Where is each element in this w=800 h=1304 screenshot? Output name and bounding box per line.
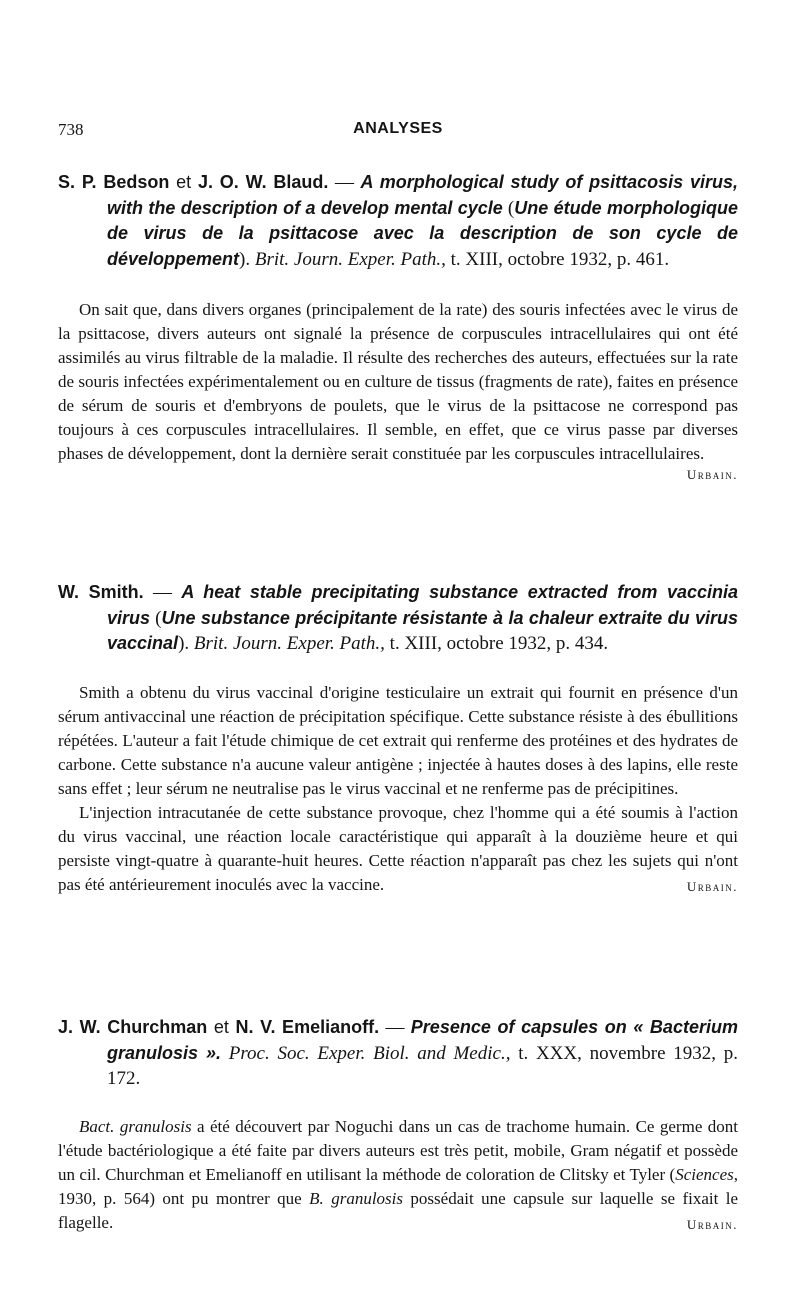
abstract-paragraph: Smith a obtenu du virus vaccinal d'origine testiculaire un extrait qui fournit en présence d'un sérum antivaccinal une réaction de précipitation spécifique. Cette substance résiste à des ébullitions répétées. L'auteur a fait l'étude chimique de cet extrait qui renferme des protéines et des hydrates de carbone. Cette substance n'a aucune valeur antigène ; injectée à hautes doses à des lapins, elle reste sans effet ; leur sérum ne neutralise pas le virus vaccinal et ne renferme pas de précipitines. — [58, 682, 738, 798]
page-header — [58, 120, 738, 144]
abstract-paragraph: L'injection intracutanée de cette substance provoque, chez l'homme qui a été soumis à l'action du virus vaccinal, une réaction locale caractéristique qui apparaît à la douzième heure et qui persiste vingt-quatre à quarante-huit heures. Cette réaction n'apparaît pas chez les sujets qui n'ont pas été antérieurement inoculés avec la vaccine. Urbain. — [58, 801, 738, 897]
citation: W. Smith. — A heat stable precipitating substance extracted from vaccinia virus (Une substance précipitante résistante à la chaleur extraite du virus vaccinal). Brit. Journ. Exper. Path., t. XIII, octobre 1932, p. 434. — [58, 582, 739, 654]
abstract-paragraph: Bact. granulosis a été découvert par Noguchi dans un cas de trachome humain. Ce germe dont l'étude bactériologique a été faite par divers auteurs est très petit, mobile, Gram négatif et possède un cil. Churchman et Emelianoff en utilisant la méthode de coloration de Clitsky et Tyler (Sciences, 1930, p. 564) ont pu montrer que B. granulosis possédait une capsule sur laquelle se fixait le flagelle. Urbain. — [58, 1115, 738, 1235]
reviewer-signature: Urbain. — [686, 1216, 738, 1232]
review-entry-bedson — [58, 170, 738, 483]
abstract-paragraph: On sait que, dans divers organes (principalement de la rate) des souris infectées avec le virus de la psittacose, divers auteurs ont signalé la présence de corpuscules intracellulaires qui ont été assimilés au virus filtrable de la maladie. Il résulte des recherches des auteurs, effectuées sur la rate de souris infectées expérimentalement ou en culture de tissus (fragments de rate), faites en présence de sérum de souris et d'embryons de poulets, que le virus de la psittacose ne correspond pas toujours à ces corpuscules intracellulaires. Il semble, en effet, que ce virus passe par diverses phases de développement, dont la dernière serait constituée par les corpuscules intracellulaires. — [58, 300, 738, 463]
english-title: Presence of capsules on « Bacterium granulosis ». — [107, 1017, 738, 1063]
reviewer-signature: Urbain. — [686, 878, 738, 894]
english-title: A heat stable precipitating substance extracted from vaccinia virus — [107, 582, 739, 628]
journal: Brit. Journ. Exper. Path., — [193, 633, 385, 654]
review-entry-churchman — [58, 1015, 738, 1237]
french-title: Une étude morphologique de virus de la psittacose avec la description de son cycle de développement — [107, 197, 739, 269]
review-entry-smith — [58, 580, 738, 899]
citation-details: t. XXX, novembre 1932, p. 172. — [107, 1042, 739, 1089]
authors: J. W. Churchman et N. V. Emelianoff. — [58, 1017, 380, 1037]
running-title: ANALYSES — [353, 120, 443, 137]
french-title: Une substance précipitante résistante à la chaleur extraite du virus vaccinal — [107, 607, 739, 653]
citation: J. W. Churchman et N. V. Emelianoff. — Presence of capsules on « Bacterium granulosis ». Proc. Soc. Exper. Biol. and Medic., t. XXX, novembre 1932, p. 172. — [58, 1017, 739, 1089]
page-number: 738 — [58, 120, 84, 139]
reviewer-signature: Urbain. — [686, 467, 738, 482]
citation: S. P. Bedson et J. O. W. Blaud. — A morphological study of psittacosis virus, with the description of a develop mental cycle (Une étude morphologique de virus de la psittacose avec la description de son cycle de développement). Brit. Journ. Exper. Path., t. XIII, octobre 1932, p. 461. — [58, 172, 739, 270]
journal: Proc. Soc. Exper. Biol. and Medic., — [228, 1042, 511, 1064]
journal: Brit. Journ. Exper. Path., — [254, 248, 446, 270]
authors: S. P. Bedson et J. O. W. Blaud. — [58, 172, 329, 192]
english-title: A morphological study of psittacosis virus, with the description of a develop mental cycle — [107, 172, 738, 218]
citation-details: t. XIII, octobre 1932, p. 461. — [450, 248, 670, 270]
citation-details: t. XIII, octobre 1932, p. 434. — [389, 633, 609, 654]
authors: W. Smith. — [58, 582, 144, 602]
